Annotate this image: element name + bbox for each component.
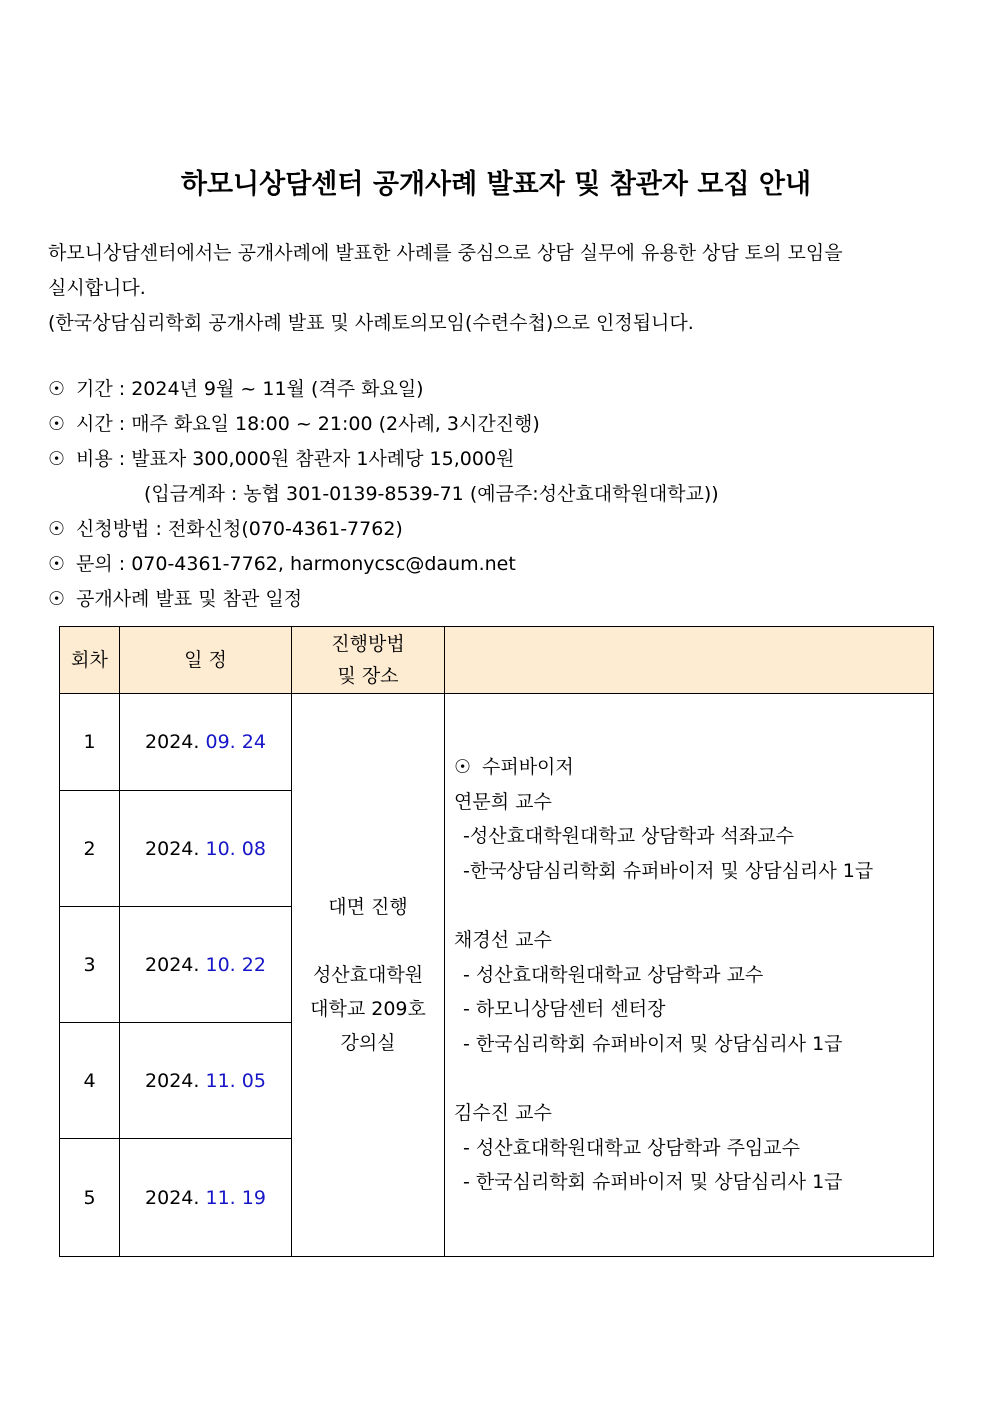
intro-line-2: 실시합니다. — [48, 277, 146, 299]
date-month-day: 11. 19 — [205, 1186, 266, 1209]
date-year: 2024. — [145, 1069, 200, 1092]
info-cost — [48, 442, 948, 477]
time-text: 시간 : 매주 화요일 18:00 ~ 21:00 (2사례, 3시간진행) — [76, 413, 540, 435]
row-no: 2 — [60, 791, 120, 907]
place-line-2: 대학교 209호 — [310, 998, 426, 1020]
contact-text: 문의 : 070-4361-7762, harmonycsc@daum.net — [76, 553, 516, 575]
period-text: 기간 : 2024년 9월 ~ 11월 (격주 화요일) — [76, 378, 424, 400]
info-time — [48, 407, 948, 442]
info-schedule — [48, 582, 948, 617]
bullet-icon: ☉ — [454, 756, 472, 779]
row-date — [120, 1023, 292, 1139]
intro-text — [48, 236, 928, 341]
bullet-icon: ☉ — [48, 413, 66, 435]
supervisor-heading-text: 수퍼바이저 — [482, 756, 574, 779]
date-year: 2024. — [145, 953, 200, 976]
date-month-day: 09. 24 — [205, 731, 266, 753]
bullet-icon: ☉ — [48, 588, 66, 610]
intro-line-3: (한국상담심리학회 공개사례 발표 및 사례토의모임(수련수첩)으로 인정됩니다. — [48, 312, 694, 334]
supervisor-1-line-2: -한국상담심리학회 슈퍼바이저 및 상담심리사 1급 — [463, 859, 874, 882]
place-line-1: 성산효대학원 — [312, 964, 424, 986]
bullet-icon: ☉ — [48, 378, 66, 400]
date-year: 2024. — [145, 731, 200, 753]
info-contact — [48, 547, 948, 582]
supervisor-2-line-3: - 한국심리학회 슈퍼바이저 및 상담심리사 1급 — [463, 1032, 843, 1055]
supervisor-3-line-2: - 한국심리학회 슈퍼바이저 및 상담심리사 1급 — [463, 1171, 843, 1194]
date-year: 2024. — [145, 1186, 200, 1209]
date-month-day: 10. 22 — [205, 953, 266, 976]
info-account: (입금계좌 : 농협 301-0139-8539-71 (예금주:성산효대학원대학교)) — [144, 483, 719, 505]
header-method-line-1: 진행방법 — [331, 633, 405, 655]
date-month-day: 11. 05 — [205, 1069, 266, 1092]
header-method — [292, 627, 445, 694]
supervisor-1-name: 연문희 교수 — [454, 790, 552, 813]
header-method-line-2: 및 장소 — [337, 665, 399, 687]
supervisor-2-name: 채경선 교수 — [454, 929, 552, 952]
bullet-icon: ☉ — [48, 553, 66, 575]
row-no: 1 — [60, 694, 120, 791]
info-apply — [48, 512, 948, 547]
cost-text: 비용 : 발표자 300,000원 참관자 1사례당 15,000원 — [76, 448, 515, 470]
place-cell — [292, 694, 445, 1257]
apply-text: 신청방법 : 전화신청(070-4361-7762) — [76, 518, 403, 540]
header-no: 회차 — [60, 627, 120, 694]
intro-line-1: 하모니상담센터에서는 공개사례에 발표한 사례를 중심으로 상담 실무에 유용한 상담 토의 모임을 — [48, 242, 843, 264]
date-year: 2024. — [145, 837, 200, 860]
header-date: 일 정 — [120, 627, 292, 694]
row-date — [120, 1139, 292, 1257]
supervisor-1-line-1: -성산효대학원대학교 상담학과 석좌교수 — [463, 825, 794, 848]
info-list — [48, 372, 948, 617]
supervisor-3-name: 김수진 교수 — [454, 1102, 552, 1125]
table-header-row — [60, 627, 934, 694]
supervisor-2-line-1: - 성산효대학원대학교 상담학과 교수 — [463, 963, 764, 986]
supervisor-heading — [454, 750, 932, 785]
header-desc — [445, 627, 934, 694]
supervisor-cell — [445, 694, 934, 1257]
page-title: 하모니상담센터 공개사례 발표자 및 참관자 모집 안내 — [180, 169, 812, 200]
supervisor-3-line-1: - 성산효대학원대학교 상담학과 주임교수 — [463, 1136, 800, 1159]
supervisor-2-line-2: - 하모니상담센터 센터장 — [463, 998, 666, 1021]
place-line-3: 강의실 — [340, 1032, 396, 1054]
row-date — [120, 791, 292, 907]
row-date — [120, 694, 292, 791]
info-period — [48, 372, 948, 407]
row-no: 3 — [60, 907, 120, 1023]
schedule-table — [59, 626, 934, 1257]
row-date — [120, 907, 292, 1023]
schedule-text: 공개사례 발표 및 참관 일정 — [76, 588, 303, 610]
table-row — [60, 694, 934, 791]
row-no: 4 — [60, 1023, 120, 1139]
bullet-icon: ☉ — [48, 518, 66, 540]
place-method: 대면 진행 — [328, 896, 408, 918]
row-no: 5 — [60, 1139, 120, 1257]
bullet-icon: ☉ — [48, 448, 66, 470]
date-month-day: 10. 08 — [205, 837, 266, 860]
